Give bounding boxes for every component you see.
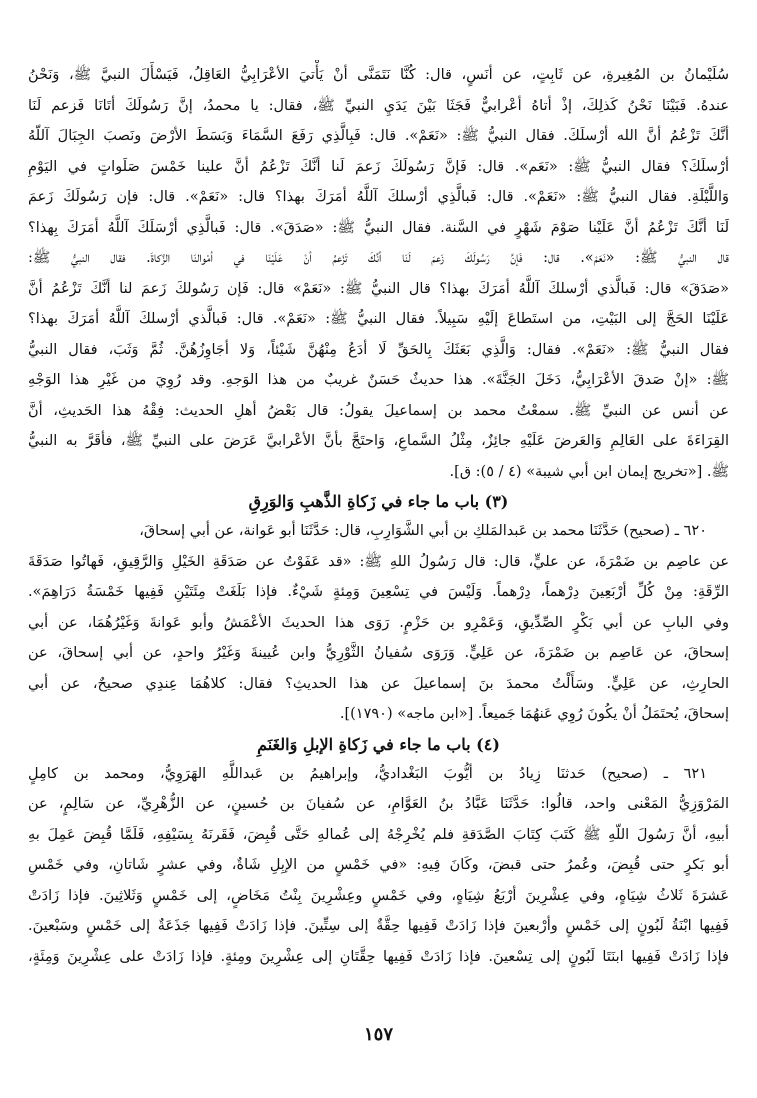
text-line: القِرَاءَةَ على العَالِمِ وَالعَرضَ عَلَيْهِ جائِزٌ، مِثْلُ السَّماعِ، وَاحتَجَّ بأنَّ الأعْرابيَّ عَرَضَ على النبيِّ ﷺ، فأقَرَّ به النبيُّ (28, 433, 729, 449)
text-line: ﷺ. [«تخريج إيمان ابن أبي شيبة» (٤ / ٥): ق]. (449, 463, 729, 480)
text-line: قال النبيُّ ﷺ: «نَعَمْ». قال: فَإنَّ رَسُولَكَ زَعمَ لَنَا أنَّكَ تَزْعمُ أنْ عَلَيْنَا في أمْوالنَا الزَّكاةَ. فقال النبيُّ ﷺ: (28, 250, 729, 266)
text-line: سُلَيْمانُ بن المُغِيرةِ، عن ثَابِتٍ، عن أنَسٍ، قال: كُنَّا نَتَمَنَّى أنْ يَأْتيَ الأعْرَابِيُّ العَاقِلُ، فَيَسْأَلَ النبيَّ ﷺ، وَنَحْنُ (28, 67, 729, 83)
page-body (28, 60, 729, 972)
text-line: ٦٢١ ـ (صحيح) حَدثنَا زِيادُ بن أيُّوبَ البَغْداديُّ، وإبراهيمُ بن عَبداللَّهِ الهَرَوِيُّ، ومحمد بن كامِلٍ (28, 765, 707, 782)
text-line: أبيهِ، أنَّ رَسُولَ اللّهِ ﷺ كَتَبَ كِتَابَ الصَّدَقةِ فلم يُخْرِجْهُ إلى عُمالهِ حَتَّى قُبِضَ، فَقَرنَهُ بِسَيْفِهِ، فَلَمَّا قُبِضَ عَمِلَ بهِ (28, 826, 729, 843)
text-line: إسحاقَ، عن عَاصِم بن ضَمْرَةَ، عن عَلِيٍّ. وَرَوَى سُفيانُ الثَّوْرِيُّ وابن عُيينةَ وَغَيْرُ واحدٍ، عن أبي إسحاقَ، عن (28, 645, 729, 661)
text-line: ٦٢٠ ـ (صحيح) حَدَّثَنَا محمد بن عَبدالمَلكِ بن أبي الشَّوَارِبِ، قال: حَدَّثَنَا أبو عَوانة، عن أبي إسحاقَ، (139, 523, 707, 539)
text-line: المَرْوَزِيُّ المَعْنى واحد، قالُوا: حَدَّثَنَا عَبَّادُ بنُ العَوَّامِ، عن سُفيانَ بن حُسينٍ، عن الزُّهْرِيِّ، عن سَالِمٍ، عن (28, 796, 729, 812)
text-line: فإذا زَادَتْ فَفِيها ابنَتَا لَبُونٍ إلى تِسْعينَ. فإذا زَادَتْ فَفِيها حِقَّتَانِ إلى عِشْرِينَ ومِئةٍ. فإذا زَادَتْ على عِشْرِينَ وَمِئَةٍ، (28, 948, 729, 965)
text-line: أبو بَكرٍ حتى قُبِضَ، وعُمرُ حتى قبضَ، وكَانَ فِيهِ: «في خَمْسٍ من الإبِلِ شَاةٌ، وفي عشرٍ شَاتانِ، وفي خَمْسِ (28, 857, 729, 873)
text-line: الرِّقَةِ: مِنْ كُلِّ أرْبَعِينَ دِرْهماً، دِرْهماً. وَلَيْسَ في تِسْعِينَ وَمِئةٍ شَيْءٌ. فإذا بَلَغَتْ مِئَتَيْنِ فَفِيها خَمْسَةُ دَرَاهِمَ». (28, 584, 729, 600)
text-line: وَاللَّيْلَةِ. فقال النبيُّ ﷺ: «نَعَمْ». قال: فَبالَّذِي أرْسلكَ آللَّهُ أمَرَكَ بهذا؟ قال: «نَعَمْ». قال: فإن رَسُولَكَ زَعمَ (28, 189, 729, 205)
section-heading: (٣) باب ما جاء في زَكاةِ الذَّهبِ وَالوَرِقِ (248, 492, 509, 511)
text-line: عندهُ. فَبَيْنَا نَحْنُ كَذلِكَ، إذْ أتاهُ أعْرابيٌّ فَجَثَا بَيْنَ يَدَيِ النبيِّ ﷺ، فقال: يا محمدُ، إنَّ رَسُولَكَ أتَانَا فَزعم لَنَا (28, 97, 729, 114)
section-heading: (٤) باب ما جاء في زَكاةِ الإبلِ وَالغَنَمِ (257, 734, 500, 754)
text-line: الحارِثِ، عن عَلِيٍّ. وسَأَلْتُ محمدَ بنَ إسماعيلَ عن هذا الحديثِ؟ فقال: كلاهُمَا عِندِي صحيحٌ، عن أبي (28, 675, 729, 692)
text-line: وفي البابِ عن أبي بَكْرٍ الصِّدِّيقِ، وَعَمْرِو بن حَزْمٍ. رَوَى هذا الحديثَ الأعْمَشُ وأبو عَوانةَ وَغَيْرُهُمَا، عن أبي (28, 614, 729, 631)
text-line: فَفِيها ابْنَةُ لَبُونٍ إلى خَمْسٍ وأرْبعينَ فإذا زَادَتْ فَفِيها حِقَّةٌ إلى سِتِّينَ. فإذا زَادَتْ فَفِيها جَذَعَةٌ إلى خَمْسٍ وسَبْعينَ. (28, 918, 729, 934)
text-line: عَشرَةَ ثَلاثُ شِيَاهٍ، وفي عِشْرِينَ أرْبَعُ شِيَاهٍ، وفي خَمْسٍ وعِشْرِينَ بِنْتُ مَخَاضٍ، إلى خَمْسٍ وَثَلاثِينَ. فإذا زَادَتْ (28, 887, 729, 904)
text-line: عن عاصِم بن ضَمْرَةَ، عن عليٍّ، قال: قال رَسُولُ اللهِ ﷺ: «قد عَفَوْتُ عن صَدَقَةِ الخَيْلِ وَالرَّقِيقِ، فَهاتُوا صَدَقَةَ (28, 553, 729, 570)
text-line: عن أنس عن النبيِّ ﷺ. سمعْتُ محمد بن إسماعيلَ يقولُ: قال بَعْضُ أهلِ الحديث: فِقْهُ هذا الحَديثِ، أنَّ (28, 402, 729, 419)
text-line: أرْسلَكَ؟ فقال النبيُّ ﷺ: «نَعَم». قال: فَإنَّ رَسُولَكَ زَعمَ لَنا أنَّكَ تَزْعُمُ أنَّ علينا خَمْسَ صَلَواتٍ في اليَوْمِ (28, 158, 729, 175)
text-line: عَلَيْنَا الحَجَّ إلى البَيْتِ، من استَطاعَ إلَيْهِ سَبِيلاً. فقال النبيُّ ﷺ: «نَعَمْ». قال: فَبالَّذي أرْسلكَ آللَّهُ أمَرَكَ بهذا؟ (28, 311, 729, 327)
text-line: لَنَا أنَّكَ تَزْعُمُ أنَّ عَلَيْنا صَوْمَ شَهْرٍ في السَّنة. فقال النبيُّ ﷺ: «صَدَقَ». قال: فَبالَّذِي أرْسَلَكَ آللَّهُ أمَرَكَ بِهذا؟ (28, 219, 729, 236)
page-number: ١٥٧ (363, 1024, 393, 1045)
text-line: أنَّكَ تَزْعُمُ أنَّ الله أرْسلَكَ. فقال النبيُّ ﷺ: «نَعَمْ». قال: فَبِالَّذِي رَفَعَ السَّمَاءَ وَبَسَطَ الأرْضَ ونَصبَ الجِبَالَ آللّهُ (28, 128, 729, 144)
text-line: «صَدَقَ» قال: فَبالَّذي أرْسلكَ آللَّهُ أمَرَكَ بهذا؟ قال النبيُّ ﷺ: «نَعَمْ» قال: فَإن رَسُولكَ زَعمَ لنا أنَّكَ تَزْعُمُ أنَّ (28, 280, 729, 297)
text-line: إسحاقَ، يُحتَمَلُ أنْ يكُونَ رُوِي عَنهُمَا جَميعاً. [«ابن ماجه» (١٧٩٠)]. (339, 706, 729, 722)
text-line: ﷺ: «إنْ صَدقَ الأعْرَابِيُّ، دَخَلَ الجَنَّةَ». هذا حديثٌ حَسَنٌ غريبٌ من هذا الوَجهِ. وقد رُوِيَ من غَيْرِ هذا الوَجْهِ (28, 372, 729, 388)
text-line: فقال النبيُّ ﷺ: «نَعَمْ». فقال: وَالَّذِي بَعَثَكَ بِالحَقِّ لَا أدَعُ مِنْهُنَّ شَيْئاً، وَلا أجَاوِزُهُنَّ. ثُمَّ وَثَبَ، فقال النبيُّ (28, 341, 729, 358)
